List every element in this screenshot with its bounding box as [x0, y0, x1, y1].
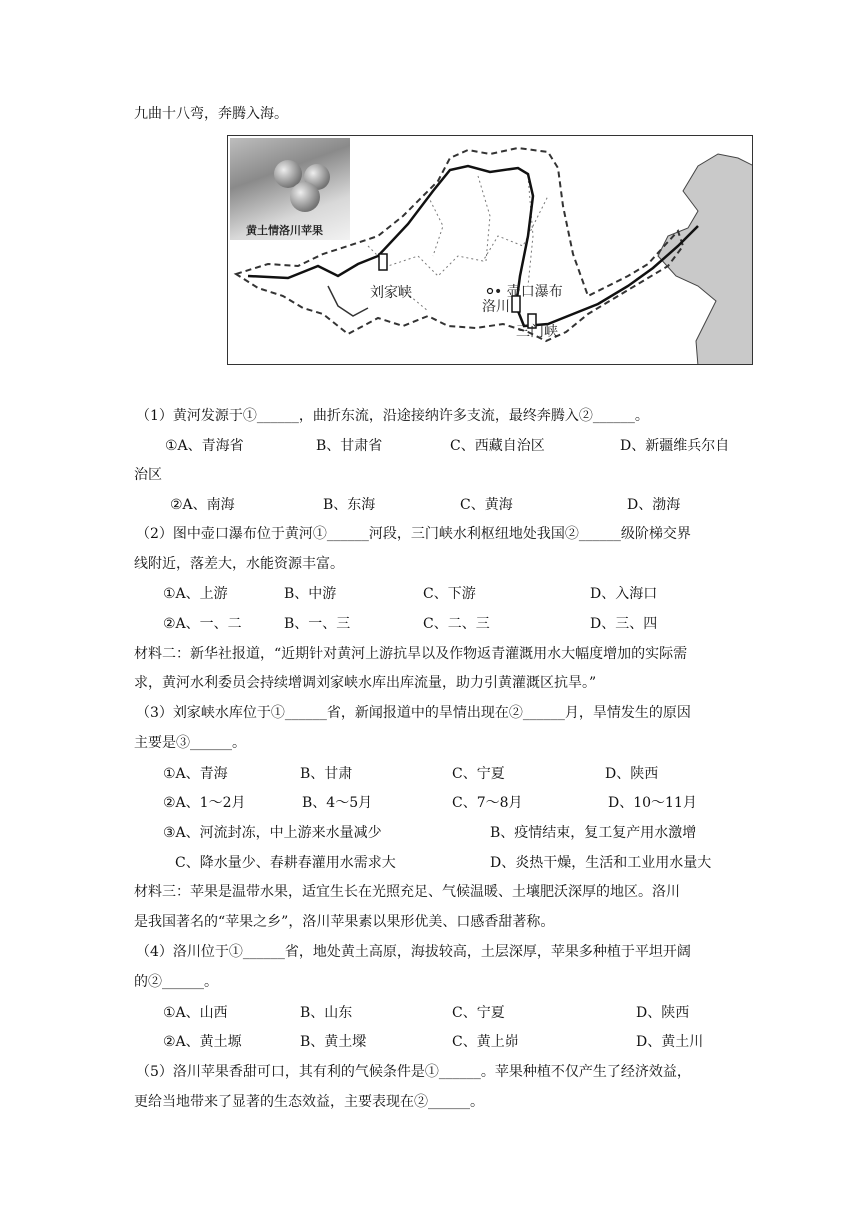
q1-opt1-c: C、西藏自治区: [450, 438, 545, 454]
q1-opt2-d: D、渤海: [627, 497, 681, 513]
q3-opt3-c: C、降水量少、春耕春灌用水需求大: [175, 855, 396, 871]
q1-opt1-b: B、甘肃省: [316, 438, 383, 454]
q2-opt1-c: C、下游: [423, 586, 476, 602]
q4-opt1-b: B、山东: [300, 1005, 353, 1021]
q4-opt2-c: C、黄上峁: [452, 1034, 519, 1050]
label-hukou: • 壶口瀑布: [494, 284, 563, 300]
yellow-river-map: [227, 135, 753, 365]
q4-stem-1: （4）洛川位于①______省，地处黄土高原，海拔较高，土层深厚，苹果多种植于平坦开阔: [136, 944, 691, 960]
q2-opt1-a: ①A、上游: [163, 586, 228, 602]
q3-opt3-d: D、炎热干燥，生活和工业用水量大: [490, 855, 712, 871]
intro-tail: 九曲十八弯，奔腾入海。: [134, 106, 288, 122]
q3-opt2-d: D、10～11月: [608, 795, 697, 811]
q2-opt1-b: B、中游: [284, 586, 337, 602]
q5-stem-2: 更给当地带来了显著的生态效益，主要表现在②______。: [134, 1094, 484, 1110]
q4-stem-2: 的②______。: [134, 974, 218, 990]
q2-opt2-b: B、一、三: [284, 616, 351, 632]
label-luochuan: 洛川: [482, 299, 510, 315]
q2-opt2-c: C、二、三: [423, 616, 490, 632]
q1-stem: （1）黄河发源于①______，曲折东流，沿途接纳许多支流，最终奔腾入②______。: [136, 408, 649, 424]
q4-opt1-a: ①A、山西: [163, 1005, 228, 1021]
q1-opt2-a: ②A、南海: [170, 497, 235, 513]
q3-stem-2: 主要是③______。: [134, 735, 246, 751]
q4-opt2-a: ②A、黄土塬: [163, 1034, 242, 1050]
q1-opt1-d: D、新疆维兵尔自: [620, 438, 730, 454]
label-liujiaxia: 刘家峡: [370, 285, 412, 301]
q1-opt1-a: ①A、青海省: [165, 438, 244, 454]
q3-opt1-a: ①A、青海: [163, 766, 228, 782]
q2-opt1-d: D、入海口: [590, 586, 658, 602]
label-sanmenxia: 三门峡: [516, 324, 558, 340]
material2-line-1: 材料二：新华社报道，“近期针对黄河上游抗旱以及作物返青灌溉用水大幅度增加的实际需: [134, 646, 688, 662]
q3-opt1-c: C、宁夏: [452, 766, 505, 782]
photo-caption: 黄土情洛川苹果: [246, 224, 323, 237]
q3-opt2-b: B、4～5月: [302, 795, 373, 811]
q3-stem-1: （3）刘家峡水库位于①______省，新闻报道中的旱情出现在②______月，旱情发生的原因: [136, 705, 691, 721]
q3-opt2-c: C、7～8月: [452, 795, 523, 811]
material2-line-2: 求，黄河水利委员会持续增调刘家峡水库出库流量，助力引黄灌溉区抗旱。”: [134, 675, 597, 691]
q3-opt2-a: ②A、1～2月: [163, 795, 246, 811]
q2-opt2-d: D、三、四: [590, 616, 658, 632]
q1-opt2-b: B、东海: [323, 497, 376, 513]
q2-stem-1: （2）图中壶口瀑布位于黄河①______河段，三门峡水利枢纽地处我国②______级阶梯交界: [136, 526, 691, 542]
q1-opt1-wrap: 治区: [134, 467, 162, 483]
q5-stem-1: （5）洛川苹果香甜可口，其有利的气候条件是①______。苹果种植不仅产生了经济效益，: [136, 1064, 691, 1080]
q4-opt1-d: D、陕西: [636, 1005, 690, 1021]
q4-opt2-b: B、黄土墚: [300, 1034, 367, 1050]
apple-photo: [230, 138, 350, 240]
q3-opt3-a: ③A、河流封冻，中上游来水量减少: [163, 825, 382, 841]
q2-opt2-a: ②A、一、二: [163, 616, 242, 632]
q3-opt1-d: D、陕西: [605, 766, 659, 782]
q1-opt2-c: C、黄海: [460, 497, 513, 513]
q4-opt2-d: D、黄土川: [636, 1034, 704, 1050]
material3-line-2: 是我国著名的“苹果之乡”，洛川苹果素以果形优美、口感香甜著称。: [134, 914, 555, 930]
q2-stem-2: 线附近，落差大，水能资源丰富。: [134, 556, 344, 572]
q3-opt3-b: B、疫情结束，复工复产用水激增: [490, 825, 697, 841]
material3-line-1: 材料三：苹果是温带水果，适宜生长在光照充足、气候温暖、土壤肥沃深厚的地区。洛川: [134, 884, 680, 900]
q3-opt1-b: B、甘肃: [300, 766, 353, 782]
q4-opt1-c: C、宁夏: [452, 1005, 505, 1021]
